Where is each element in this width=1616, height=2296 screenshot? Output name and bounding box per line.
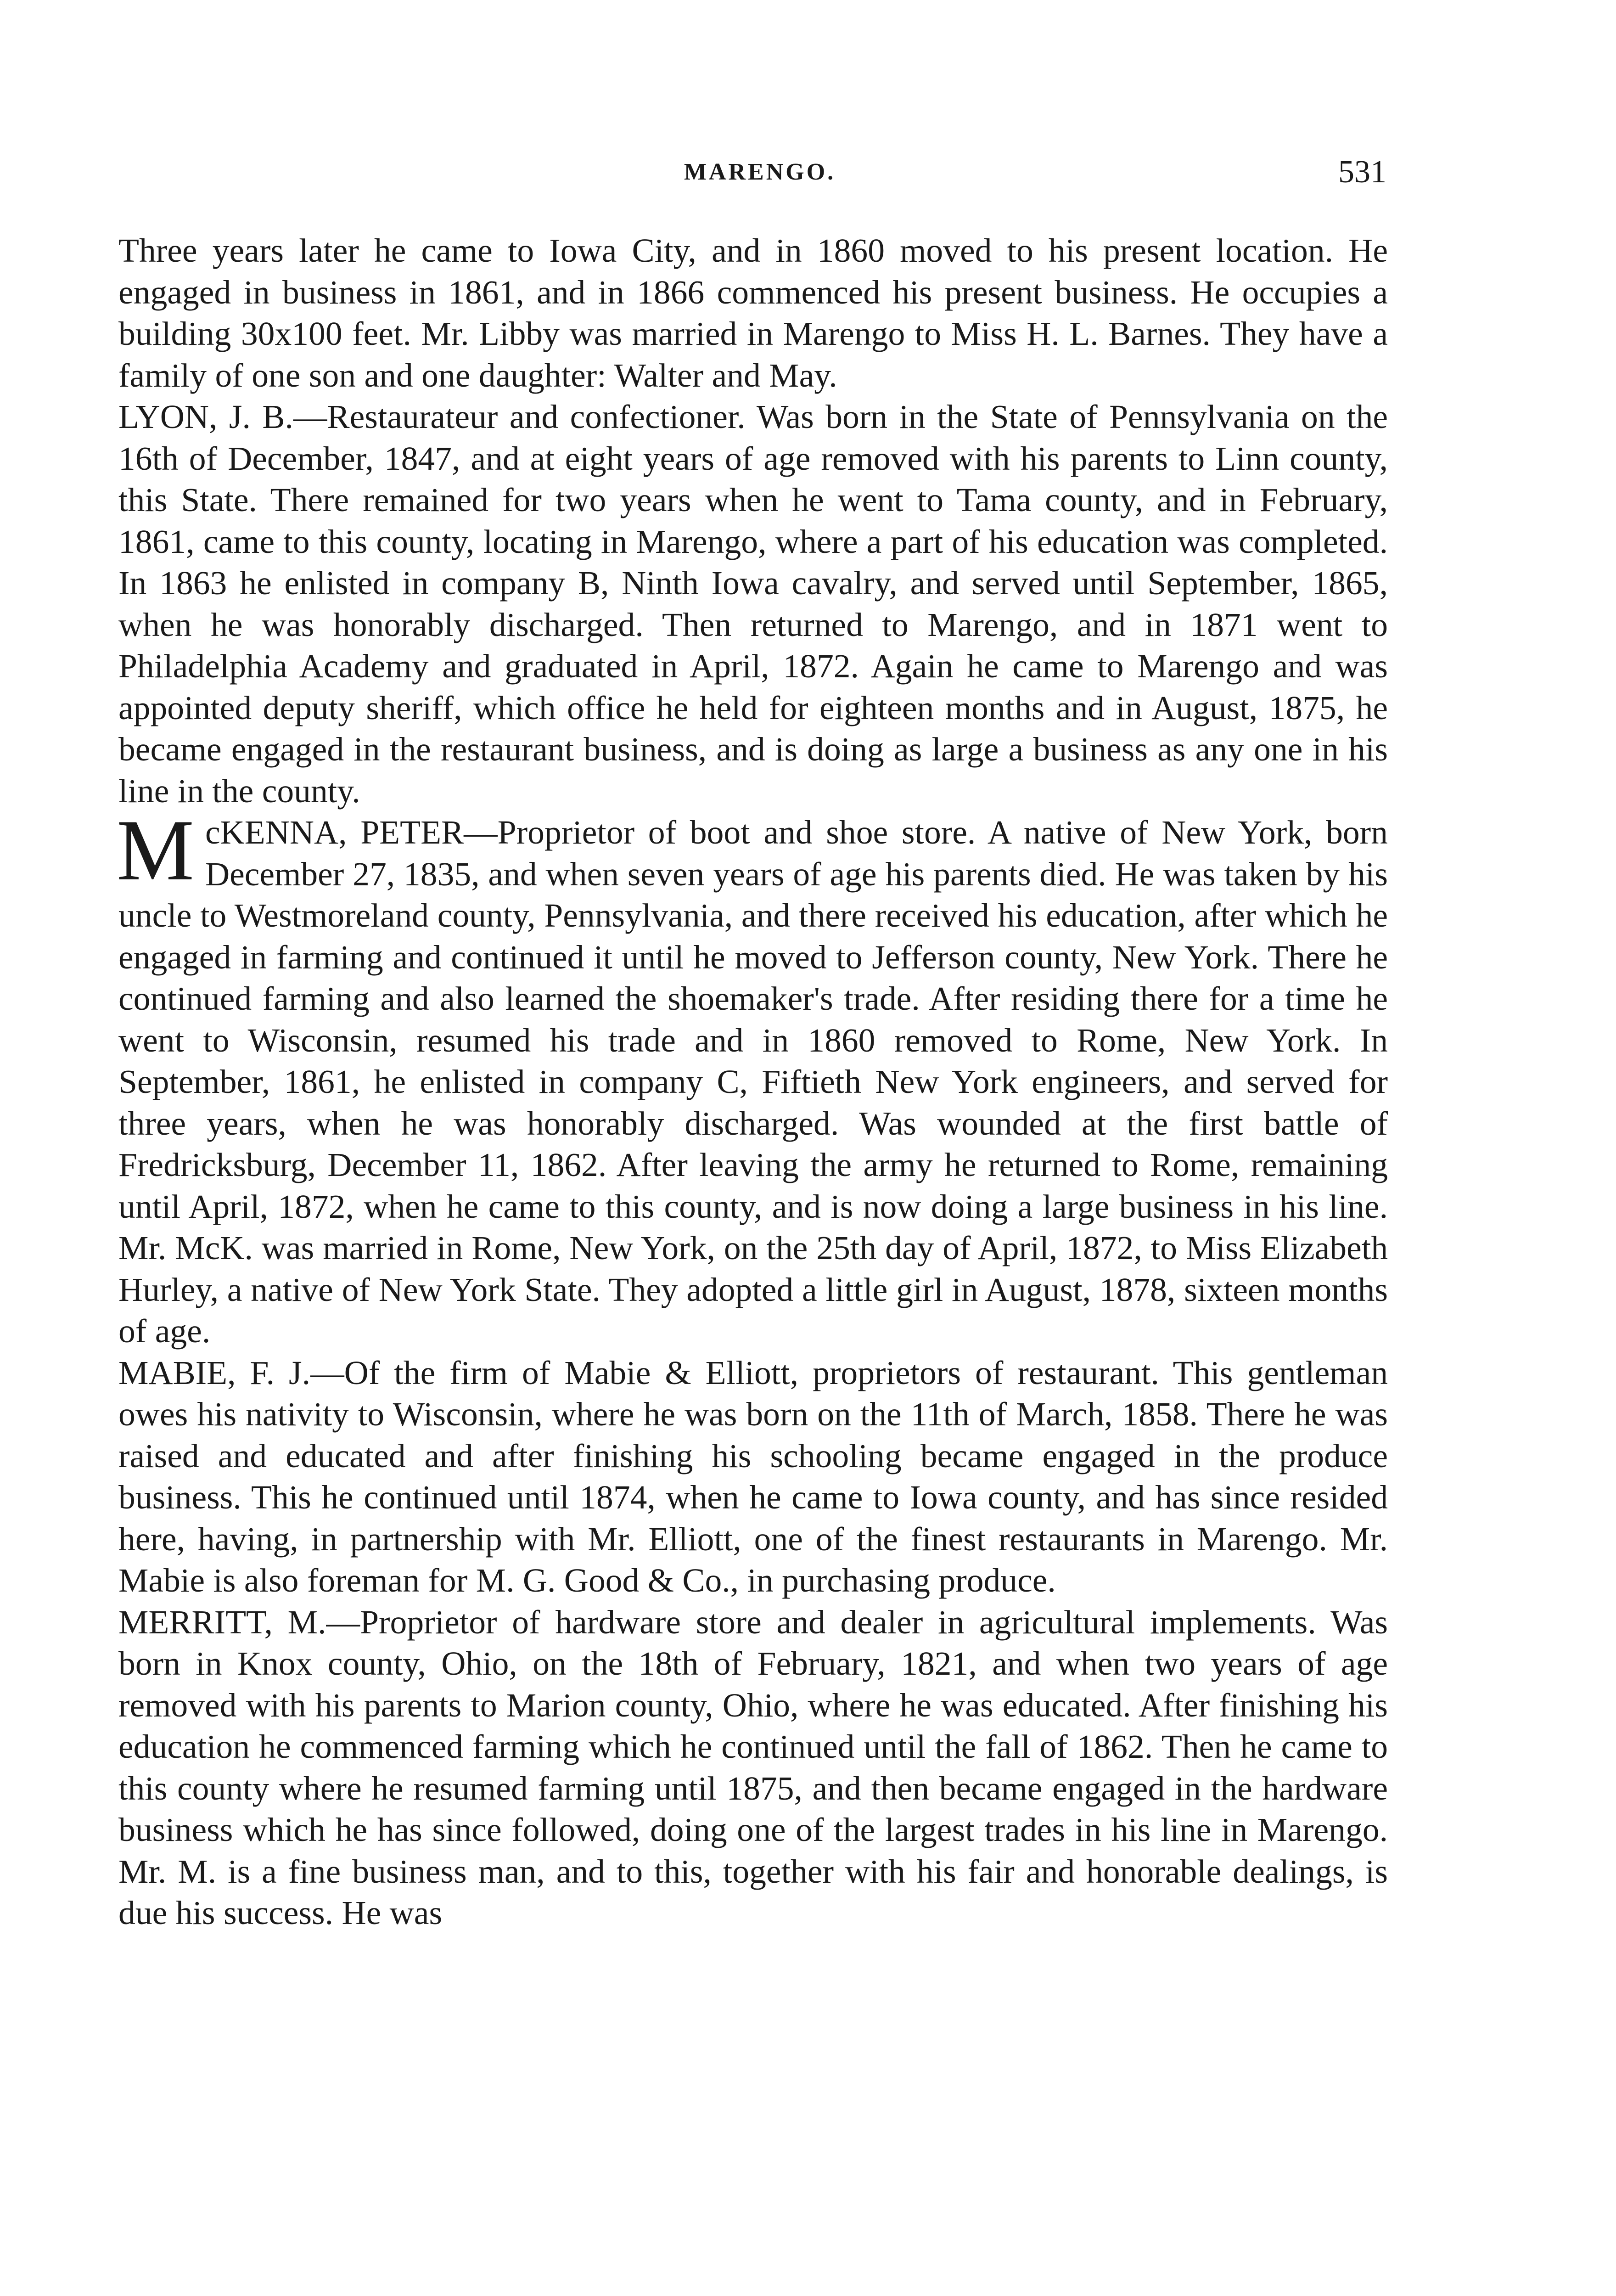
drop-cap-letter: M (117, 802, 194, 899)
paragraph-continuation (118, 230, 1388, 396)
entry-mckenna (117, 802, 1388, 1352)
entry-lyon (118, 396, 1388, 811)
paragraph-text: Three years later he came to Iowa City, and in 1860 moved to his present location. He engaged in business in 1861, and in 1866 commenced his present business. He occupies a building 30x100 feet. Mr. Libby was married in Marengo to Miss H. L. Barnes. They have a family of one son and one daughter: Walter and May. (118, 231, 1388, 394)
entry-text: —Proprietor of hardware store and dealer in agricultural implements. Was born in Knox county, Ohio, on the 18th of February, 1821, and when two years of age removed with his parents to Marion county, Ohio, where he was educated. After finishing his education he commenced farming which he continued until the fall of 1862. Then he came to this county where he resumed farming until 1875, and then became engaged in the hardware business which he has since followed, doing one of the largest trades in his line in Marengo. Mr. M. is a fine business man, and to this, together with his fair and honorable dealings, is due his success. He was (118, 1603, 1388, 1931)
entry-heading: LYON, J. B. (118, 398, 293, 435)
entry-heading: cKENNA, PETER (205, 813, 464, 851)
entry-merritt (118, 1601, 1388, 1934)
page-number: 531 (1338, 154, 1386, 190)
entry-text: —Of the firm of Mabie & Elliott, proprietors of restaurant. This gentleman owes his nativity to Wisconsin, where he was born on the 11th of March, 1858. There he was raised and educated and after finishing his schooling became engaged in the produce business. This he continued until 1874, when he came to Iowa county, and has since resided here, having, in partnership with Mr. Elliott, one of the finest restaurants in Marengo. Mr. Mabie is also foreman for M. G. Good & Co., in purchasing produce. (118, 1353, 1388, 1599)
entry-mabie (118, 1352, 1388, 1601)
entry-text: —Proprietor of boot and shoe store. A native of New York, born December 27, 1835, and when seven years of age his parents died. He was taken by his uncle to Westmoreland county, Pennsylvania, and there received his education, after which he engaged in farming and continued it until he moved to Jefferson county, New York. There he continued farming and also learned the shoemaker's trade. After residing there for a time he went to Wisconsin, resumed his trade and in 1860 removed to Rome, New York. In September, 1861, he enlisted in company C, Fiftieth New York engineers, and served for three years, when he was honorably discharged. Was wounded at the first battle of Fredricksburg, December 11, 1862. After leaving the army he returned to Rome, remaining until April, 1872, when he came to this county, and is now doing a large business in his line. Mr. McK. was married in Rome, New York, on the 25th day of April, 1872, to Miss Elizabeth Hurley, a native of New York State. They adopted a little girl in August, 1878, sixteen months of age. (118, 813, 1388, 1350)
page-body (118, 230, 1388, 1934)
entry-heading: MABIE, F. J. (118, 1353, 311, 1391)
entry-heading: MERRITT, M. (118, 1603, 326, 1641)
running-title: MARENGO. (684, 159, 836, 185)
entry-text: —Restaurateur and confectioner. Was born in the State of Pennsylvania on the 16th of December, 1847, and at eight years of age removed with his parents to Linn county, this State. There remained for two years when he went to Tama county, and in February, 1861, came to this county, locating in Marengo, where a part of his education was completed. In 1863 he enlisted in company B, Ninth Iowa cavalry, and served until September, 1865, when he was honorably discharged. Then returned to Marengo, and in 1871 went to Philadelphia Academy and graduated in April, 1872. Again he came to Marengo and was appointed deputy sheriff, which office he held for eighteen months and in August, 1875, he became engaged in the restaurant business, and is doing as large a business as any one in his line in the county. (118, 398, 1388, 810)
